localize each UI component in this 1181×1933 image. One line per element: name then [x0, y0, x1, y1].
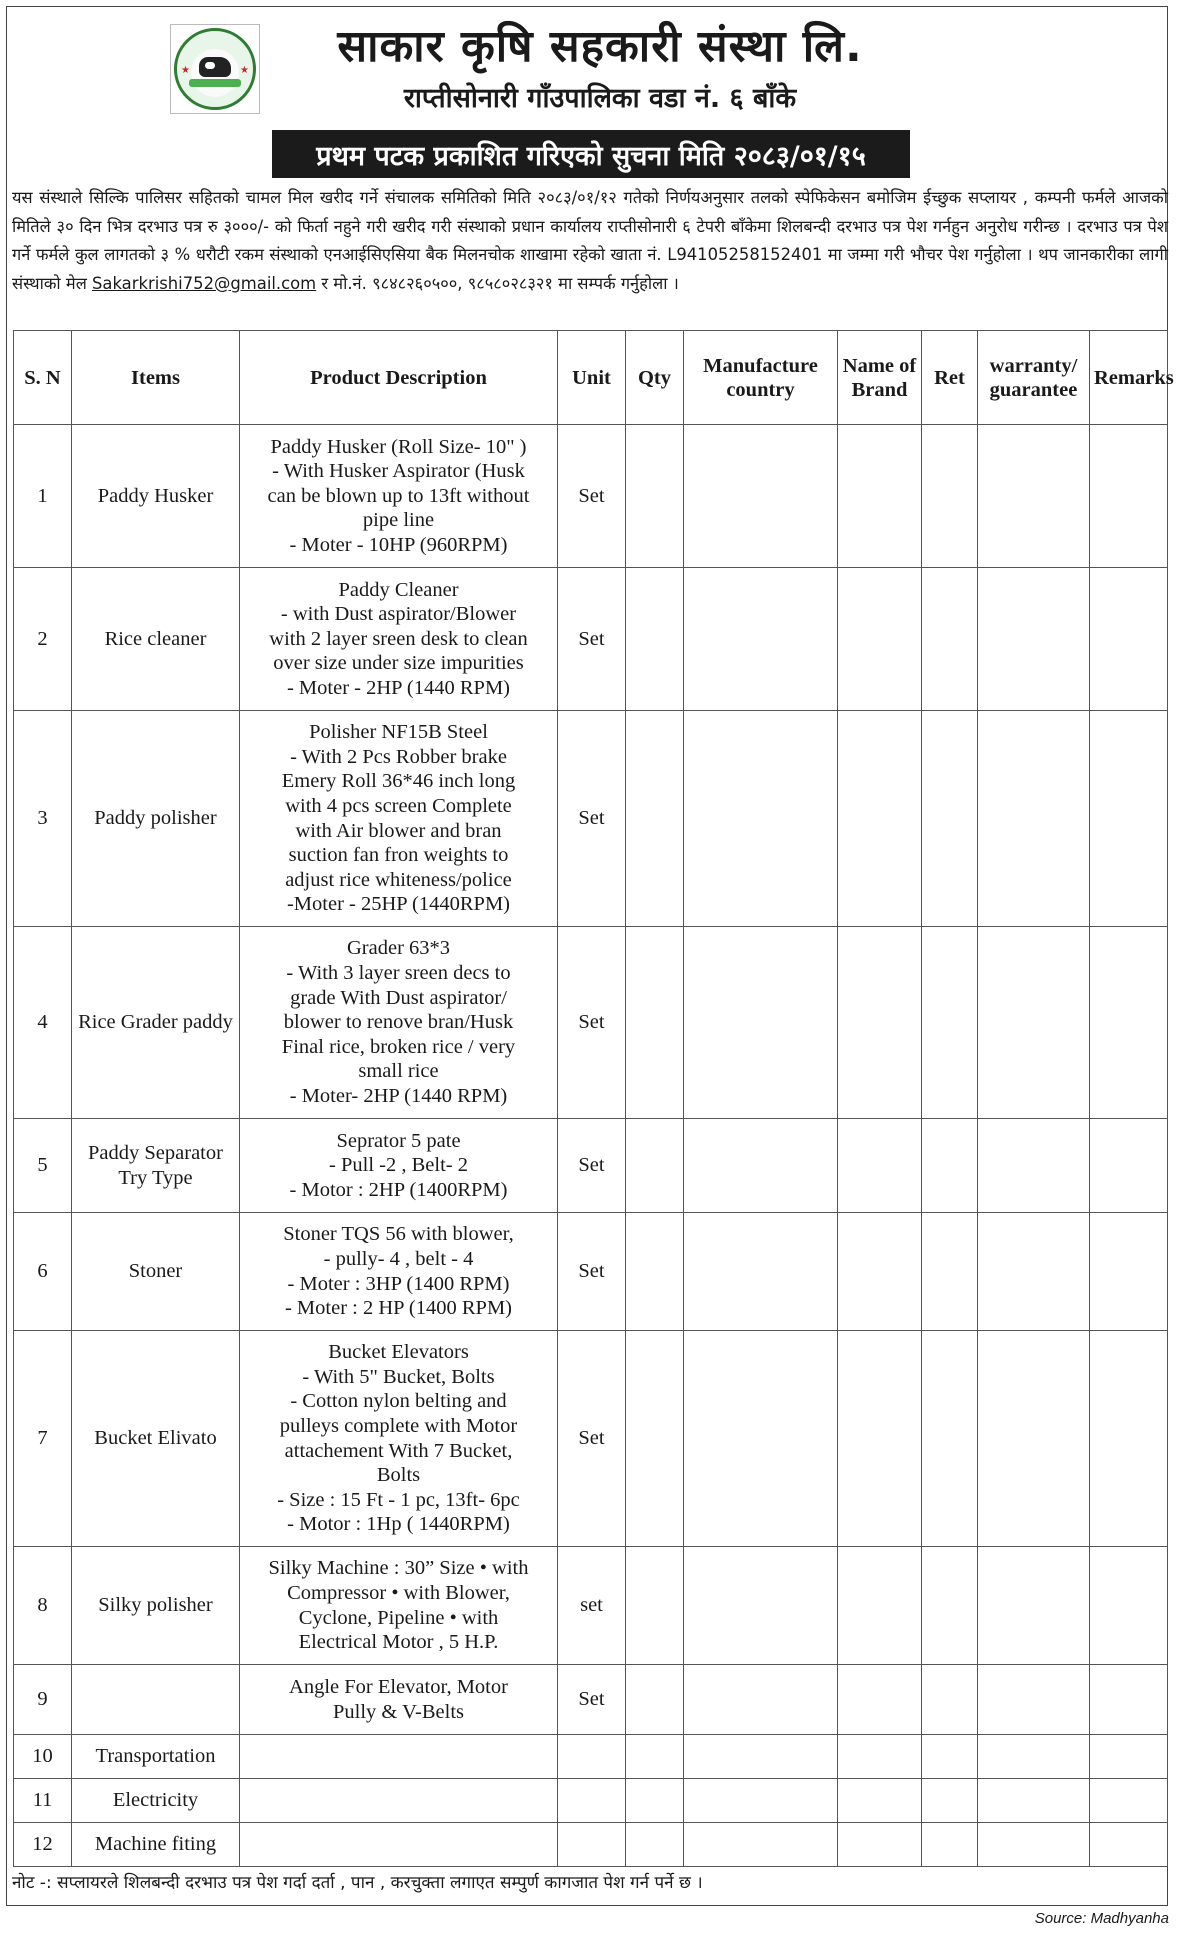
row-unit-cell: Set — [558, 425, 626, 568]
header-unit: Unit — [558, 331, 626, 425]
row-item-cell: Silky polisher — [72, 1547, 240, 1665]
header-description: Product Description — [240, 331, 558, 425]
row-manufacture-cell — [684, 711, 838, 927]
organization-name: साकार कृषि सहकारी संस्था लि. — [337, 21, 863, 72]
row-remarks-cell — [1090, 1547, 1168, 1665]
row-ret-cell — [922, 1823, 978, 1867]
header-brand: Name of Brand — [838, 331, 922, 425]
row-ret-cell — [922, 1119, 978, 1213]
table-row — [14, 711, 1168, 927]
description-line: suction fan fron weights to — [288, 844, 509, 867]
description-line: - Motor : 2HP (1400RPM) — [289, 1178, 508, 1201]
row-ret-cell — [922, 1735, 978, 1779]
description-line: with 2 layer sreen desk to clean — [269, 627, 528, 650]
table-row — [14, 1823, 1168, 1867]
row-unit-cell: Set — [558, 1119, 626, 1213]
description-line: - Pull -2 , Belt- 2 — [329, 1154, 468, 1177]
specification-table — [13, 330, 1174, 1867]
description-line: Final rice, broken rice / very — [281, 1035, 516, 1058]
table-row — [14, 1213, 1168, 1331]
table-row — [14, 1119, 1168, 1213]
row-sn-cell: 6 — [14, 1213, 72, 1331]
row-remarks-cell — [1090, 425, 1168, 568]
table-row — [14, 1735, 1168, 1779]
row-qty-cell — [626, 1823, 684, 1867]
row-description-cell — [240, 1331, 558, 1547]
row-manufacture-cell — [684, 425, 838, 568]
table-row — [14, 425, 1168, 568]
intro-text: यस संस्थाले सिल्कि पालिसर सहितको चामल मिल खरीद गर्ने संचालक समितिको मिति २०८३/०१/१२ गतेको निर्णयअनुसार तलको स्पेफिकेसन बमोजिम ईच्छुक सप्लायर , कम्पनी फर्मले आजको मितिले ३० दिन भित्र दरभाउ पत्र रु ३०००/- को फिर्ता नहुने गरी खरीद गरी संस्थाको प्रधान कार्यालय राप्तीसोनारी ६ टेपरी बाँकेमा शिलबन्दी दरभाउ पत्र पेश गर्नहुन अनुरोध गरीन्छ । दरभाउ पत्र पेश गर्ने फर्मले कुल लागतको ३ % धरौटी रकम संस्थाको एनआईसिएसिया बैक मिलनचोक शाखामा रहेको खाता नं. L94105258152401 मा जम्मा गरी भौचर पेश गर्नुहोला । थप जानकारीका लागी संस्थाको मेल — [12, 188, 1168, 293]
row-description-cell — [240, 711, 558, 927]
notice-title-banner: प्रथम पटक प्रकाशित गरिएको सुचना मिति २०८३/०१/१५ — [272, 130, 910, 178]
description-line: Silky Machine : 30” Size • with — [268, 1557, 529, 1580]
row-qty-cell — [626, 927, 684, 1119]
contact-phone-text: र मो.नं. ९८४८२६०५००, ९८५८०२८३२१ मा सम्पर्क गर्नुहोला । — [321, 273, 679, 293]
row-remarks-cell — [1090, 1213, 1168, 1331]
description-line: - With 3 layer sreen decs to — [286, 962, 511, 985]
description-line: - Cotton nylon belting and — [290, 1390, 507, 1413]
row-item-cell: Transportation — [72, 1735, 240, 1779]
header-sn: S. N — [14, 331, 72, 425]
description-line: Polisher NF15B Steel — [309, 721, 488, 744]
row-manufacture-cell — [684, 927, 838, 1119]
row-manufacture-cell — [684, 1665, 838, 1735]
description-line: grade With Dust aspirator/ — [290, 986, 507, 1009]
header-remarks: Remarks — [1090, 331, 1168, 425]
description-line: Grader 63*3 — [346, 937, 451, 960]
row-remarks-cell — [1090, 1779, 1168, 1823]
row-brand-cell — [838, 1735, 922, 1779]
row-unit-cell: Set — [558, 1213, 626, 1331]
row-ret-cell — [922, 711, 978, 927]
header-ret: Ret — [922, 331, 978, 425]
row-item-cell: Bucket Elivato — [72, 1331, 240, 1547]
header-warranty: warranty/ guarantee — [978, 331, 1090, 425]
description-line: Emery Roll 36*46 inch long — [281, 770, 516, 793]
row-item-cell: Machine fiting — [72, 1823, 240, 1867]
row-description-cell — [240, 1823, 558, 1867]
row-qty-cell — [626, 1735, 684, 1779]
row-manufacture-cell — [684, 1213, 838, 1331]
star-icon: ★ — [181, 65, 190, 76]
row-warranty-cell — [978, 1547, 1090, 1665]
row-manufacture-cell — [684, 1119, 838, 1213]
row-remarks-cell — [1090, 1331, 1168, 1547]
row-ret-cell — [922, 1331, 978, 1547]
row-remarks-cell — [1090, 568, 1168, 711]
row-ret-cell — [922, 1665, 978, 1735]
row-manufacture-cell — [684, 1735, 838, 1779]
description-line: over size under size impurities — [273, 652, 524, 675]
description-line: pulleys complete with Motor — [279, 1414, 518, 1437]
row-remarks-cell — [1090, 1735, 1168, 1779]
row-qty-cell — [626, 1331, 684, 1547]
row-description-cell — [240, 1779, 558, 1823]
row-description-cell — [240, 1665, 558, 1735]
row-item-cell: Rice cleaner — [72, 568, 240, 711]
row-warranty-cell — [978, 1735, 1090, 1779]
row-description-cell — [240, 1547, 558, 1665]
row-unit-cell — [558, 1823, 626, 1867]
description-line: Paddy Cleaner — [338, 578, 459, 601]
row-warranty-cell — [978, 1665, 1090, 1735]
row-sn-cell: 5 — [14, 1119, 72, 1213]
row-brand-cell — [838, 1779, 922, 1823]
row-manufacture-cell — [684, 568, 838, 711]
row-unit-cell — [558, 1779, 626, 1823]
row-brand-cell — [838, 1213, 922, 1331]
row-qty-cell — [626, 425, 684, 568]
header-qty: Qty — [626, 331, 684, 425]
description-line: Pully & V-Belts — [332, 1700, 464, 1723]
row-sn-cell: 3 — [14, 711, 72, 927]
description-line: - With 5" Bucket, Bolts — [302, 1365, 495, 1388]
description-line: - Moter - 2HP (1440 RPM) — [286, 676, 511, 699]
contact-email-link[interactable]: Sakarkrishi752@gmail.com — [92, 273, 317, 293]
header-items: Items — [72, 331, 240, 425]
notice-intro-paragraph — [12, 184, 1168, 298]
description-line: - Size : 15 Ft - 1 pc, 13ft- 6pc — [277, 1488, 520, 1511]
cooperative-logo — [170, 24, 260, 114]
row-ret-cell — [922, 1213, 978, 1331]
star-icon: ★ — [240, 65, 249, 76]
footer-note: नोट -: सप्लायरले शिलबन्दी दरभाउ पत्र पेश गर्दा दर्ता , पान , करचुक्ता लगाएत सम्पुर्ण कागजात पेश गर्न पर्ने छ । — [12, 1873, 703, 1893]
row-warranty-cell — [978, 927, 1090, 1119]
row-warranty-cell — [978, 1119, 1090, 1213]
description-line: Stoner TQS 56 with blower, — [283, 1223, 514, 1246]
row-brand-cell — [838, 568, 922, 711]
row-manufacture-cell — [684, 1823, 838, 1867]
description-line: Bolts — [376, 1464, 421, 1487]
description-line: Bucket Elevators — [328, 1341, 469, 1364]
row-warranty-cell — [978, 1213, 1090, 1331]
row-remarks-cell — [1090, 1665, 1168, 1735]
row-qty-cell — [626, 1119, 684, 1213]
row-item-cell: Rice Grader paddy — [72, 927, 240, 1119]
row-qty-cell — [626, 1213, 684, 1331]
table-row — [14, 1665, 1168, 1735]
description-line: Cyclone, Pipeline • with — [298, 1606, 499, 1629]
description-line: - With Husker Aspirator (Husk — [272, 460, 525, 483]
row-brand-cell — [838, 711, 922, 927]
row-ret-cell — [922, 568, 978, 711]
description-line: Paddy Husker (Roll Size- 10" ) — [270, 435, 527, 458]
row-warranty-cell — [978, 1331, 1090, 1547]
row-warranty-cell — [978, 1779, 1090, 1823]
row-remarks-cell — [1090, 1823, 1168, 1867]
row-description-cell — [240, 1213, 558, 1331]
row-sn-cell: 4 — [14, 927, 72, 1119]
logo-emblem-icon — [174, 28, 256, 110]
description-line: - Moter : 2 HP (1400 RPM) — [284, 1297, 513, 1320]
row-description-cell — [240, 927, 558, 1119]
row-brand-cell — [838, 1665, 922, 1735]
row-sn-cell: 1 — [14, 425, 72, 568]
row-item-cell — [72, 1665, 240, 1735]
row-unit-cell: Set — [558, 1665, 626, 1735]
row-description-cell — [240, 425, 558, 568]
table-row — [14, 1547, 1168, 1665]
row-qty-cell — [626, 1779, 684, 1823]
description-line: adjust rice whiteness/police — [285, 868, 512, 891]
row-sn-cell: 10 — [14, 1735, 72, 1779]
description-line: - Moter - 10HP (960RPM) — [289, 533, 508, 556]
row-unit-cell: set — [558, 1547, 626, 1665]
row-brand-cell — [838, 1331, 922, 1547]
row-unit-cell: Set — [558, 927, 626, 1119]
table-row — [14, 568, 1168, 711]
row-sn-cell: 2 — [14, 568, 72, 711]
row-unit-cell: Set — [558, 568, 626, 711]
row-item-cell: Electricity — [72, 1779, 240, 1823]
row-warranty-cell — [978, 1823, 1090, 1867]
row-item-cell: Paddy Husker — [72, 425, 240, 568]
field-icon — [189, 79, 241, 87]
row-sn-cell: 7 — [14, 1331, 72, 1547]
row-qty-cell — [626, 1547, 684, 1665]
description-line: - Moter- 2HP (1440 RPM) — [289, 1084, 508, 1107]
row-unit-cell — [558, 1735, 626, 1779]
row-ret-cell — [922, 425, 978, 568]
description-line: with Air blower and bran — [295, 819, 502, 842]
row-unit-cell: Set — [558, 1331, 626, 1547]
table-body — [14, 425, 1168, 1867]
description-line: - pully- 4 , belt - 4 — [323, 1247, 474, 1270]
row-qty-cell — [626, 1665, 684, 1735]
description-line: - with Dust aspirator/Blower — [280, 603, 517, 626]
row-manufacture-cell — [684, 1547, 838, 1665]
description-line: Seprator 5 pate — [336, 1129, 461, 1152]
row-brand-cell — [838, 425, 922, 568]
row-warranty-cell — [978, 711, 1090, 927]
table-row — [14, 1331, 1168, 1547]
row-qty-cell — [626, 711, 684, 927]
row-ret-cell — [922, 1779, 978, 1823]
description-line: Compressor • with Blower, — [287, 1581, 510, 1604]
row-manufacture-cell — [684, 1779, 838, 1823]
row-remarks-cell — [1090, 711, 1168, 927]
description-line: pipe line — [362, 509, 435, 532]
row-brand-cell — [838, 1119, 922, 1213]
row-brand-cell — [838, 1547, 922, 1665]
row-item-cell: Paddy polisher — [72, 711, 240, 927]
row-sn-cell: 9 — [14, 1665, 72, 1735]
description-line: Angle For Elevator, Motor — [289, 1675, 508, 1698]
description-line: attachement With 7 Bucket, — [284, 1439, 513, 1462]
row-sn-cell: 11 — [14, 1779, 72, 1823]
row-sn-cell: 12 — [14, 1823, 72, 1867]
organization-address: राप्तीसोनारी गाँउपालिका वडा नं. ६ बाँके — [403, 83, 797, 114]
table-row — [14, 927, 1168, 1119]
row-ret-cell — [922, 1547, 978, 1665]
row-description-cell — [240, 568, 558, 711]
row-qty-cell — [626, 568, 684, 711]
description-line: - Moter : 3HP (1400 RPM) — [287, 1272, 510, 1295]
description-line: small rice — [358, 1060, 439, 1083]
row-remarks-cell — [1090, 1119, 1168, 1213]
row-warranty-cell — [978, 425, 1090, 568]
notice-header — [0, 0, 1181, 128]
row-manufacture-cell — [684, 1331, 838, 1547]
row-description-cell — [240, 1119, 558, 1213]
description-line: - With 2 Pcs Robber brake — [290, 745, 507, 768]
row-brand-cell — [838, 1823, 922, 1867]
header-manufacture-country: Manufacture country — [684, 331, 838, 425]
row-sn-cell: 8 — [14, 1547, 72, 1665]
row-remarks-cell — [1090, 927, 1168, 1119]
table-row — [14, 1779, 1168, 1823]
row-item-cell: Paddy Separator Try Type — [72, 1119, 240, 1213]
row-brand-cell — [838, 927, 922, 1119]
description-line: Electrical Motor , 5 H.P. — [298, 1631, 499, 1654]
description-line: with 4 pcs screen Complete — [285, 794, 512, 817]
cow-icon — [199, 57, 231, 77]
description-line: - Motor : 1Hp ( 1440RPM) — [287, 1513, 510, 1536]
description-line: can be blown up to 13ft without — [267, 484, 530, 507]
description-line: blower to renove bran/Husk — [283, 1011, 514, 1034]
row-item-cell: Stoner — [72, 1213, 240, 1331]
description-line: -Moter - 25HP (1440RPM) — [286, 893, 511, 916]
row-unit-cell: Set — [558, 711, 626, 927]
row-ret-cell — [922, 927, 978, 1119]
table-header-row — [14, 331, 1168, 425]
row-warranty-cell — [978, 568, 1090, 711]
row-description-cell — [240, 1735, 558, 1779]
source-credit: Source: Madhyanha — [1034, 1910, 1169, 1927]
